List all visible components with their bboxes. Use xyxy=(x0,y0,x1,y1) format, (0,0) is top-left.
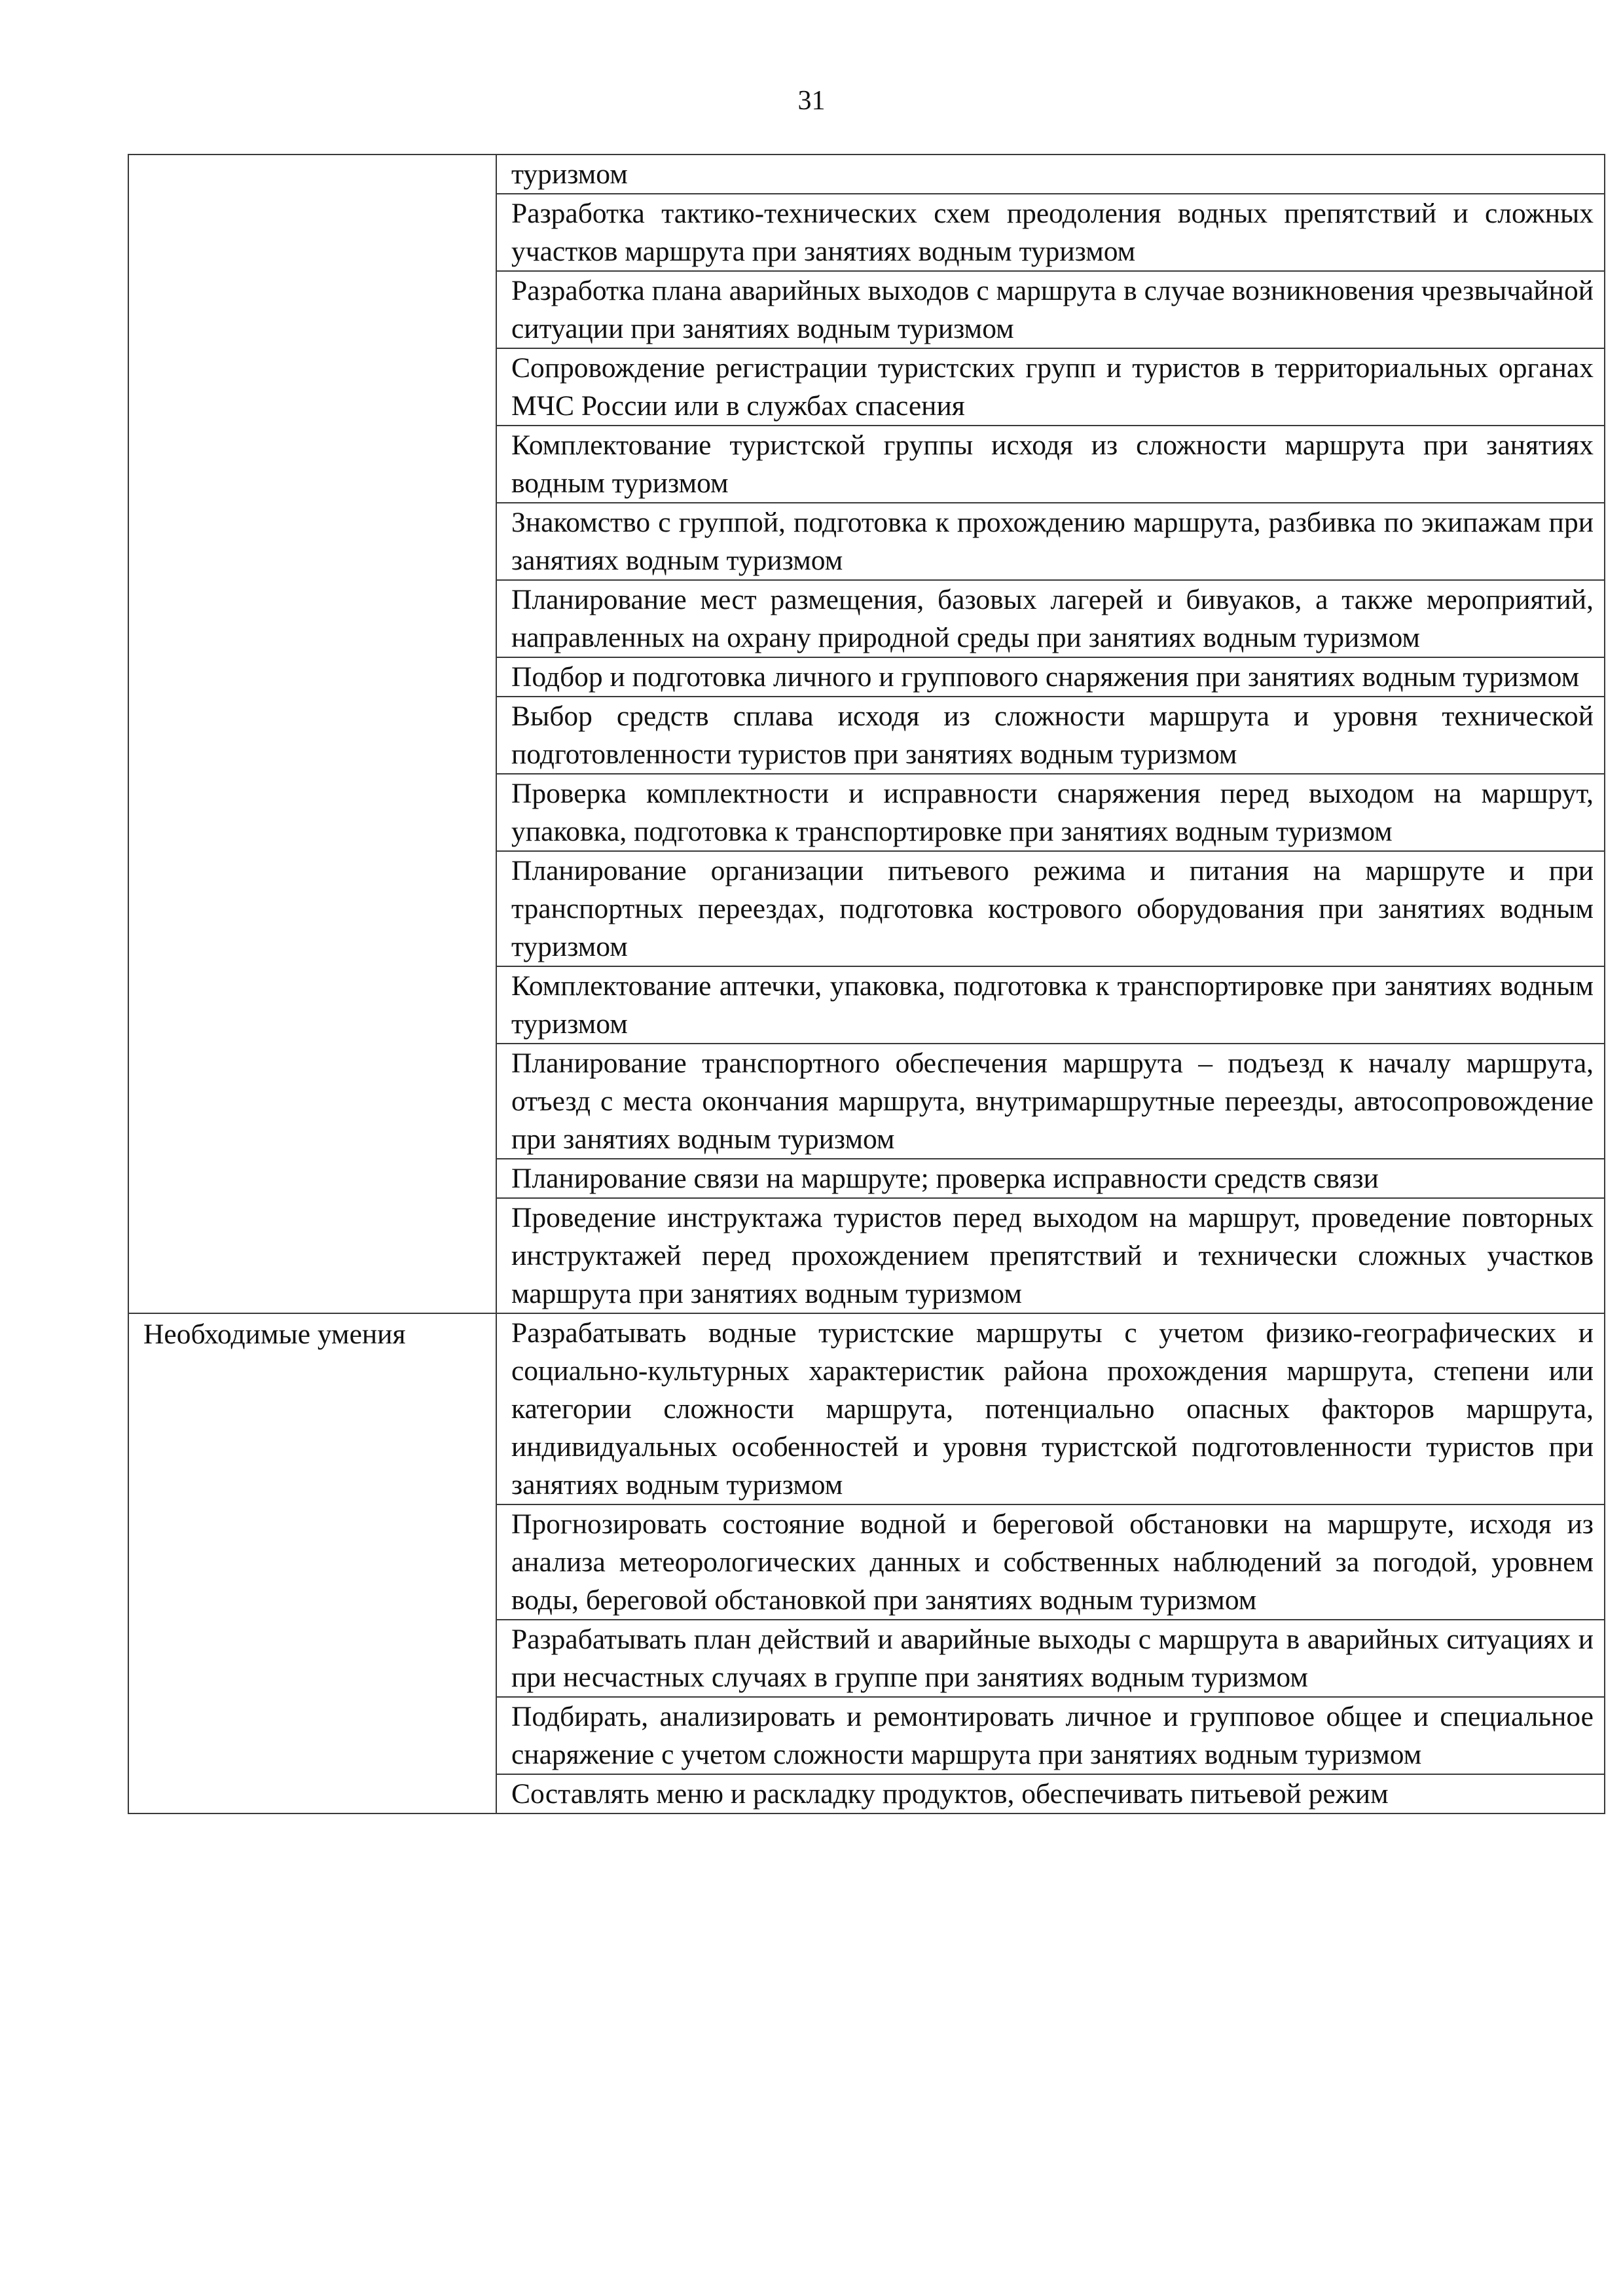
action-cell: Проведение инструктажа туристов перед выходом на маршрут, проведение повторных инструктажей перед прохождением препятствий и технически сложных участков маршрута при занятиях водным туризмом xyxy=(496,1198,1605,1313)
row-label-actions xyxy=(128,155,496,1313)
action-cell: Планирование связи на маршруте; проверка исправности средств связи xyxy=(496,1159,1605,1198)
table-row xyxy=(128,1313,1605,1504)
action-cell: Подбор и подготовка личного и группового снаряжения при занятиях водным туризмом xyxy=(496,657,1605,697)
action-cell: Комплектование туристской группы исходя из сложности маршрута при занятиях водным туризмом xyxy=(496,426,1605,503)
skill-cell: Подбирать, анализировать и ремонтировать личное и групповое общее и специальное снаряжение с учетом сложности маршрута при занятиях водным туризмом xyxy=(496,1697,1605,1774)
skill-cell: Составлять меню и раскладку продуктов, обеспечивать питьевой режим xyxy=(496,1774,1605,1813)
action-cell: Разработка тактико-технических схем преодоления водных препятствий и сложных участков маршрута при занятиях водным туризмом xyxy=(496,194,1605,271)
action-cell: туризмом xyxy=(496,155,1605,194)
action-cell: Сопровождение регистрации туристских групп и туристов в территориальных органах МЧС России или в службах спасения xyxy=(496,348,1605,426)
skill-cell: Прогнозировать состояние водной и береговой обстановки на маршруте, исходя из анализа метеорологических данных и собственных наблюдений за погодой, уровнем воды, береговой обстановкой при занятиях водным туризмом xyxy=(496,1504,1605,1620)
action-cell: Комплектование аптечки, упаковка, подготовка к транспортировке при занятиях водным туризмом xyxy=(496,966,1605,1044)
action-cell: Разработка плана аварийных выходов с маршрута в случае возникновения чрезвычайной ситуации при занятиях водным туризмом xyxy=(496,271,1605,348)
row-label-skills: Необходимые умения xyxy=(128,1313,496,1813)
table-row xyxy=(128,155,1605,194)
skill-cell: Разрабатывать план действий и аварийные выходы с маршрута в аварийных ситуациях и при несчастных случаях в группе при занятиях водным туризмом xyxy=(496,1620,1605,1697)
action-cell: Планирование мест размещения, базовых лагерей и бивуаков, а также мероприятий, направленных на охрану природной среды при занятиях водным туризмом xyxy=(496,580,1605,657)
skill-cell: Разрабатывать водные туристские маршруты с учетом физико-географических и социально-культурных характеристик района прохождения маршрута, степени или категории сложности маршрута, потенциально опасных факторов маршрута, индивидуальных особенностей и уровня туристской подготовленности туристов при занятиях водным туризмом xyxy=(496,1313,1605,1504)
action-cell: Планирование транспортного обеспечения маршрута – подъезд к началу маршрута, отъезд с места окончания маршрута, внутримаршрутные переезды, автосопровождение при занятиях водным туризмом xyxy=(496,1044,1605,1159)
action-cell: Проверка комплектности и исправности снаряжения перед выходом на маршрут, упаковка, подготовка к транспортировке при занятиях водным туризмом xyxy=(496,774,1605,851)
competency-table xyxy=(128,154,1605,1814)
page-number: 31 xyxy=(797,86,826,116)
action-cell: Планирование организации питьевого режима и питания на маршруте и при транспортных переездах, подготовка кострового оборудования при занятиях водным туризмом xyxy=(496,851,1605,966)
action-cell: Выбор средств сплава исходя из сложности маршрута и уровня технической подготовленности туристов при занятиях водным туризмом xyxy=(496,697,1605,774)
action-cell: Знакомство с группой, подготовка к прохождению маршрута, разбивка по экипажам при занятиях водным туризмом xyxy=(496,503,1605,580)
